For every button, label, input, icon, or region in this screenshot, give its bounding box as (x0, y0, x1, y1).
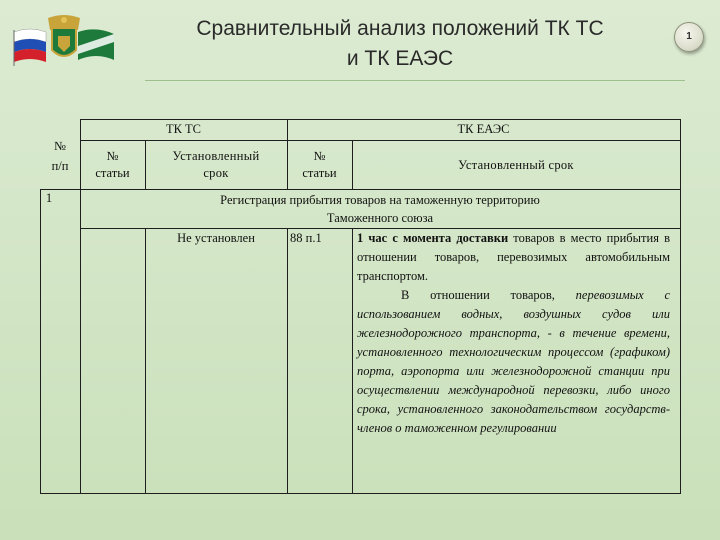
eaes-term-rest: товаров в место прибытия в отношении товаров, перевозимых автомобильным транспортом. (357, 231, 670, 283)
group-header-tk-ts: ТК ТС (165, 122, 202, 136)
col-group-border-body (287, 228, 288, 494)
eaes-para2-italic: перевозимых с использованием водных, воздушных судов или железнодорожного транспорта, - в течение времени, установленного технологическим процессом (графиком) порта, аэропорта или железнодорожной станции при осуществлении международной перевозки, либо иного срока, установленного законодательством государств-членов о таможенном регулировании (357, 288, 670, 435)
left-border (40, 189, 41, 494)
title-line-1: Сравнительный анализ положений ТК ТС (196, 17, 604, 40)
col-ts-article-border-body (145, 228, 146, 494)
eaes-article-value: 88 п.1 (290, 231, 322, 245)
header-bottom-border (40, 189, 681, 190)
eaes-term-bold: 1 час с момента доставки (357, 231, 509, 245)
table-top-border (80, 119, 681, 120)
row-number: 1 (45, 191, 53, 205)
col-header-eaes-term: Установленный срок (458, 158, 574, 172)
col-header-number: № п/п (51, 139, 69, 173)
col-header-ts-article: № статьи (95, 149, 130, 180)
title-line-2: и ТК ЕАЭС (346, 47, 454, 70)
right-border (680, 119, 681, 494)
group-header-border (80, 140, 681, 141)
group-header-tk-eaes: ТК ЕАЭС (457, 122, 510, 136)
col-header-ts-term: Установленный срок (172, 149, 260, 180)
ts-term-value: Не установлен (177, 231, 255, 245)
col-header-eaes-article: № статьи (302, 149, 337, 180)
page-number-badge: 1 (674, 22, 704, 52)
section-title-line-2: Таможенного союза (326, 211, 434, 225)
col-eaes-article-border-body (352, 228, 353, 494)
table-bottom-border (40, 493, 681, 494)
eaes-term-description (357, 229, 670, 438)
eaes-para2-lead: В отношении товаров, (401, 288, 555, 302)
section-title-line-1: Регистрация прибытия товаров на таможенную территорию (220, 193, 540, 207)
